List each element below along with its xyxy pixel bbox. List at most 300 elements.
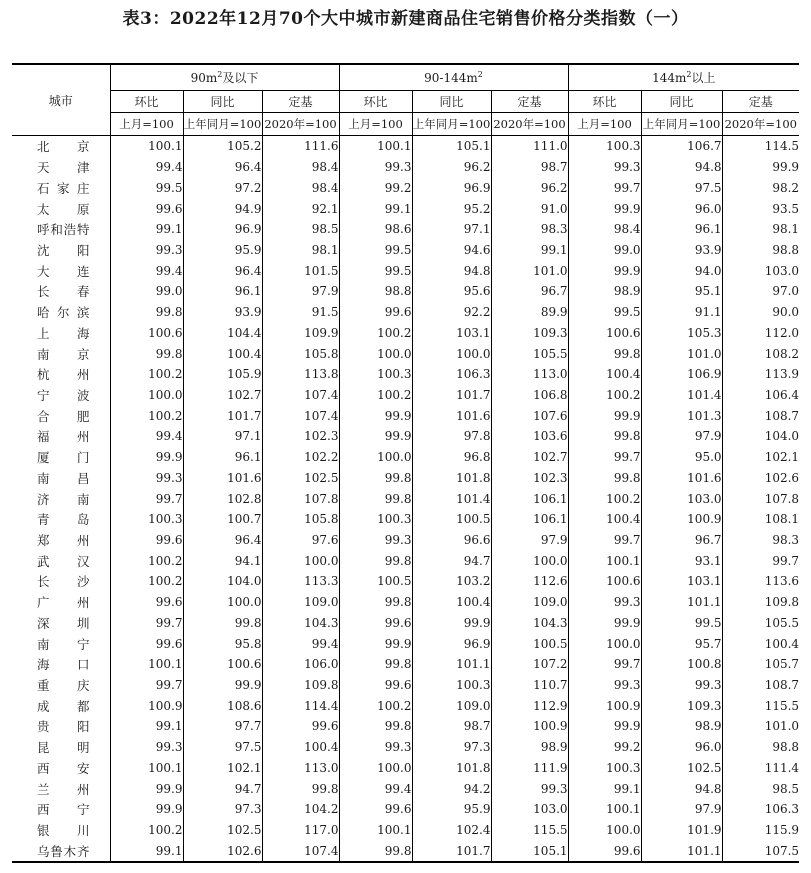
index-value: 99.9	[568, 260, 641, 281]
city-name	[12, 468, 110, 489]
index-value: 99.7	[568, 654, 641, 675]
index-value: 97.8	[412, 426, 491, 447]
city-name	[12, 509, 110, 530]
index-value: 104.3	[491, 613, 568, 634]
header-base: 上月=100	[339, 113, 412, 136]
index-value: 97.6	[262, 530, 339, 551]
index-value: 93.9	[183, 302, 262, 323]
index-value: 97.3	[183, 799, 262, 820]
index-value: 97.9	[262, 281, 339, 302]
city-label: 哈尔滨	[37, 305, 90, 321]
index-value: 107.8	[262, 488, 339, 509]
table-row	[12, 240, 799, 261]
index-value: 99.3	[339, 530, 412, 551]
header-group-144: $144m^2$以上	[568, 64, 799, 91]
index-value: 100.1	[339, 820, 412, 841]
table-row	[12, 281, 799, 302]
index-value: 96.9	[183, 219, 262, 240]
index-value: 98.4	[262, 177, 339, 198]
index-value: 99.8	[339, 840, 412, 862]
index-value: 94.7	[412, 550, 491, 571]
table-row	[12, 364, 799, 385]
header-base: 2020年=100	[491, 113, 568, 136]
table-row	[12, 177, 799, 198]
city-name	[12, 550, 110, 571]
index-value: 98.1	[722, 219, 799, 240]
table-row	[12, 343, 799, 364]
index-value: 94.8	[641, 157, 722, 178]
header-sub: 同比	[412, 91, 491, 113]
index-value: 99.3	[568, 675, 641, 696]
index-value: 99.2	[568, 737, 641, 758]
header-group-90: $90m^2$及以下	[110, 64, 339, 91]
index-value: 102.8	[183, 488, 262, 509]
city-name	[12, 654, 110, 675]
table-row	[12, 426, 799, 447]
index-value: 111.6	[262, 136, 339, 157]
index-value: 109.3	[491, 322, 568, 343]
city-name	[12, 385, 110, 406]
index-value: 99.6	[339, 675, 412, 696]
index-value: 95.2	[412, 198, 491, 219]
index-value: 95.6	[412, 281, 491, 302]
index-value: 103.0	[491, 799, 568, 820]
index-value: 100.1	[568, 799, 641, 820]
index-value: 105.5	[722, 613, 799, 634]
index-value: 100.5	[491, 633, 568, 654]
index-value: 99.3	[110, 737, 183, 758]
index-value: 96.9	[412, 633, 491, 654]
table-row	[12, 322, 799, 343]
table-row	[12, 758, 799, 779]
city-label: 天津	[37, 160, 90, 176]
table-row	[12, 799, 799, 820]
index-value: 99.9	[568, 405, 641, 426]
index-value: 99.3	[568, 157, 641, 178]
city-name	[12, 613, 110, 634]
index-value: 98.3	[722, 530, 799, 551]
index-value: 99.9	[339, 633, 412, 654]
index-value: 99.6	[339, 799, 412, 820]
index-value: 94.9	[183, 198, 262, 219]
index-value: 100.2	[110, 550, 183, 571]
index-value: 93.9	[641, 240, 722, 261]
city-name	[12, 488, 110, 509]
index-value: 94.0	[641, 260, 722, 281]
index-value: 99.5	[110, 177, 183, 198]
index-value: 100.4	[722, 633, 799, 654]
index-value: 104.3	[262, 613, 339, 634]
index-value: 99.3	[568, 592, 641, 613]
index-value: 111.0	[491, 136, 568, 157]
index-value: 100.3	[339, 509, 412, 530]
index-value: 106.7	[641, 136, 722, 157]
index-value: 99.6	[339, 613, 412, 634]
city-name	[12, 198, 110, 219]
index-value: 100.9	[641, 509, 722, 530]
index-value: 93.5	[722, 198, 799, 219]
index-value: 99.3	[339, 157, 412, 178]
index-value: 101.6	[183, 468, 262, 489]
index-value: 98.9	[641, 716, 722, 737]
index-value: 100.3	[568, 758, 641, 779]
index-value: 94.8	[412, 260, 491, 281]
index-value: 99.9	[110, 778, 183, 799]
header-base: 上月=100	[110, 113, 183, 136]
table-row	[12, 675, 799, 696]
index-value: 105.9	[183, 364, 262, 385]
index-value: 98.5	[722, 778, 799, 799]
index-value: 100.5	[412, 509, 491, 530]
index-value: 100.9	[491, 716, 568, 737]
index-value: 100.9	[568, 695, 641, 716]
index-value: 100.7	[183, 509, 262, 530]
index-value: 101.6	[641, 468, 722, 489]
index-value: 102.5	[641, 758, 722, 779]
index-value: 95.7	[641, 633, 722, 654]
header-sub: 同比	[641, 91, 722, 113]
index-value: 105.1	[491, 840, 568, 862]
header-base: 上月=100	[568, 113, 641, 136]
index-value: 99.0	[568, 240, 641, 261]
index-value: 112.0	[722, 322, 799, 343]
index-value: 100.1	[339, 136, 412, 157]
city-label: 青岛	[37, 512, 90, 528]
index-value: 109.3	[641, 695, 722, 716]
index-value: 94.1	[183, 550, 262, 571]
index-value: 99.7	[110, 675, 183, 696]
index-value: 107.5	[722, 840, 799, 862]
index-value: 99.1	[110, 219, 183, 240]
city-label: 兰州	[37, 781, 90, 797]
index-value: 101.3	[641, 405, 722, 426]
index-value: 105.3	[641, 322, 722, 343]
index-value: 101.9	[641, 820, 722, 841]
page-title: 表3：2022年12月70个大中城市新建商品住宅销售价格分类指数（一）	[122, 9, 689, 29]
index-value: 101.7	[412, 840, 491, 862]
index-value: 105.7	[722, 654, 799, 675]
index-value: 105.8	[262, 343, 339, 364]
index-value: 99.9	[568, 716, 641, 737]
index-value: 99.5	[339, 240, 412, 261]
index-value: 99.1	[568, 778, 641, 799]
table-body	[12, 136, 799, 863]
index-value: 99.8	[339, 488, 412, 509]
index-value: 102.7	[183, 385, 262, 406]
index-value: 102.2	[262, 447, 339, 468]
city-label: 武汉	[37, 553, 90, 569]
city-name	[12, 820, 110, 841]
index-value: 99.1	[491, 240, 568, 261]
index-value: 99.4	[262, 633, 339, 654]
city-label: 大连	[37, 263, 90, 279]
table-row	[12, 633, 799, 654]
table-row	[12, 509, 799, 530]
city-label: 杭州	[37, 367, 90, 383]
index-value: 99.6	[110, 633, 183, 654]
index-value: 100.6	[568, 322, 641, 343]
city-label: 宁波	[37, 387, 90, 403]
header-base: 2020年=100	[722, 113, 799, 136]
index-value: 98.7	[412, 716, 491, 737]
city-label: 合肥	[37, 408, 90, 424]
header-base: 上年同月=100	[183, 113, 262, 136]
header-base: 上年同月=100	[641, 113, 722, 136]
index-value: 100.2	[110, 820, 183, 841]
table-row	[12, 385, 799, 406]
index-value: 98.9	[568, 281, 641, 302]
index-value: 100.1	[110, 758, 183, 779]
index-value: 100.0	[339, 758, 412, 779]
index-value: 97.5	[641, 177, 722, 198]
city-label: 福州	[37, 429, 90, 445]
index-value: 99.6	[110, 198, 183, 219]
index-value: 102.5	[262, 468, 339, 489]
city-name	[12, 177, 110, 198]
city-label: 西安	[37, 760, 90, 776]
table-row	[12, 820, 799, 841]
index-value: 97.3	[412, 737, 491, 758]
index-value: 98.9	[491, 737, 568, 758]
index-value: 98.8	[722, 240, 799, 261]
index-value: 104.0	[722, 426, 799, 447]
index-value: 107.4	[262, 405, 339, 426]
index-value: 91.0	[491, 198, 568, 219]
index-value: 105.1	[412, 136, 491, 157]
index-value: 101.1	[641, 592, 722, 613]
index-value: 100.1	[568, 550, 641, 571]
index-value: 102.4	[412, 820, 491, 841]
city-name	[12, 840, 110, 862]
index-value: 99.6	[339, 302, 412, 323]
index-value: 100.5	[339, 571, 412, 592]
city-label: 济南	[37, 491, 90, 507]
city-name	[12, 447, 110, 468]
index-value: 105.2	[183, 136, 262, 157]
index-value: 100.4	[412, 592, 491, 613]
table-row	[12, 260, 799, 281]
index-value: 93.1	[641, 550, 722, 571]
index-value: 98.1	[262, 240, 339, 261]
index-value: 98.4	[262, 157, 339, 178]
index-value: 98.6	[339, 219, 412, 240]
index-value: 106.1	[491, 509, 568, 530]
table-row	[12, 571, 799, 592]
index-value: 102.6	[722, 468, 799, 489]
index-value: 99.8	[568, 468, 641, 489]
index-value: 96.7	[641, 530, 722, 551]
index-value: 94.2	[412, 778, 491, 799]
table-row	[12, 530, 799, 551]
city-name	[12, 364, 110, 385]
index-value: 99.4	[110, 260, 183, 281]
index-value: 103.0	[641, 488, 722, 509]
index-value: 103.1	[641, 571, 722, 592]
index-value: 101.1	[641, 840, 722, 862]
city-name	[12, 592, 110, 613]
index-value: 95.9	[183, 240, 262, 261]
index-value: 100.0	[110, 385, 183, 406]
index-value: 102.7	[491, 447, 568, 468]
index-value: 100.0	[412, 343, 491, 364]
header-sub: 环比	[110, 91, 183, 113]
index-value: 100.6	[183, 654, 262, 675]
index-value: 96.8	[412, 447, 491, 468]
table-row	[12, 737, 799, 758]
index-value: 92.1	[262, 198, 339, 219]
index-value: 107.2	[491, 654, 568, 675]
index-value: 100.2	[339, 385, 412, 406]
index-value: 101.8	[412, 468, 491, 489]
index-value: 99.7	[568, 530, 641, 551]
index-value: 96.2	[412, 157, 491, 178]
index-value: 99.1	[110, 840, 183, 862]
header-sub: 环比	[568, 91, 641, 113]
city-label: 南宁	[37, 636, 90, 652]
index-value: 104.2	[262, 799, 339, 820]
table-row	[12, 550, 799, 571]
index-value: 99.1	[110, 716, 183, 737]
index-value: 92.2	[412, 302, 491, 323]
index-value: 100.0	[183, 592, 262, 613]
index-value: 99.3	[110, 468, 183, 489]
index-value: 100.2	[568, 385, 641, 406]
city-label: 成都	[37, 698, 90, 714]
index-value: 96.4	[183, 260, 262, 281]
index-value: 107.6	[491, 405, 568, 426]
index-value: 101.7	[183, 405, 262, 426]
header-sub: 环比	[339, 91, 412, 113]
index-value: 100.0	[262, 550, 339, 571]
header-base: 2020年=100	[262, 113, 339, 136]
city-name	[12, 405, 110, 426]
index-value: 97.1	[412, 219, 491, 240]
header-city: 城市	[12, 64, 110, 136]
city-label: 银川	[37, 823, 90, 839]
index-value: 99.8	[183, 613, 262, 634]
index-value: 100.0	[339, 447, 412, 468]
index-value: 113.6	[722, 571, 799, 592]
table-row	[12, 405, 799, 426]
index-value: 99.8	[339, 716, 412, 737]
header-group-90-144: $90-144m^2$	[339, 64, 568, 91]
index-value: 99.6	[110, 592, 183, 613]
table-row	[12, 592, 799, 613]
index-value: 100.8	[641, 654, 722, 675]
table-row	[12, 488, 799, 509]
index-value: 100.9	[110, 695, 183, 716]
index-value: 102.1	[183, 758, 262, 779]
index-value: 114.4	[262, 695, 339, 716]
index-value: 99.8	[339, 654, 412, 675]
index-value: 99.9	[412, 613, 491, 634]
index-value: 98.8	[339, 281, 412, 302]
index-value: 99.7	[568, 177, 641, 198]
index-value: 100.3	[412, 675, 491, 696]
index-value: 109.0	[412, 695, 491, 716]
index-value: 99.9	[722, 157, 799, 178]
index-value: 100.4	[568, 364, 641, 385]
index-value: 99.8	[339, 468, 412, 489]
index-value: 113.9	[722, 364, 799, 385]
index-value: 99.3	[110, 240, 183, 261]
index-value: 100.2	[110, 405, 183, 426]
city-name	[12, 302, 110, 323]
table-row	[12, 447, 799, 468]
index-value: 111.4	[722, 758, 799, 779]
index-value: 100.4	[568, 509, 641, 530]
index-value: 106.3	[722, 799, 799, 820]
index-value: 94.8	[641, 778, 722, 799]
index-value: 101.8	[412, 758, 491, 779]
index-value: 99.4	[110, 157, 183, 178]
index-value: 99.4	[110, 426, 183, 447]
index-value: 95.0	[641, 447, 722, 468]
index-value: 94.7	[183, 778, 262, 799]
index-value: 102.6	[183, 840, 262, 862]
index-value: 115.5	[491, 820, 568, 841]
index-value: 99.5	[339, 260, 412, 281]
index-value: 101.6	[412, 405, 491, 426]
index-value: 98.5	[262, 219, 339, 240]
index-value: 96.7	[491, 281, 568, 302]
city-label: 贵阳	[37, 719, 90, 735]
index-value: 117.0	[262, 820, 339, 841]
index-value: 98.8	[722, 737, 799, 758]
city-label: 沈阳	[37, 242, 90, 258]
index-value: 99.6	[110, 530, 183, 551]
index-value: 101.1	[412, 654, 491, 675]
index-value: 106.3	[412, 364, 491, 385]
city-name	[12, 260, 110, 281]
index-value: 110.7	[491, 675, 568, 696]
index-value: 108.6	[183, 695, 262, 716]
index-value: 96.2	[491, 177, 568, 198]
city-name	[12, 281, 110, 302]
table-row	[12, 198, 799, 219]
index-value: 101.4	[412, 488, 491, 509]
index-value: 99.9	[110, 447, 183, 468]
index-value: 106.0	[262, 654, 339, 675]
table-row	[12, 302, 799, 323]
index-value: 98.2	[722, 177, 799, 198]
index-value: 103.2	[412, 571, 491, 592]
index-value: 107.8	[722, 488, 799, 509]
index-value: 99.3	[641, 675, 722, 696]
city-label: 深圳	[37, 615, 90, 631]
index-value: 97.5	[183, 737, 262, 758]
index-value: 98.3	[491, 219, 568, 240]
index-value: 108.7	[722, 675, 799, 696]
city-label: 厦门	[37, 450, 90, 466]
index-value: 96.1	[641, 219, 722, 240]
table-row	[12, 716, 799, 737]
city-label: 郑州	[37, 533, 90, 549]
index-value: 99.7	[110, 613, 183, 634]
index-value: 99.7	[568, 447, 641, 468]
index-value: 99.8	[339, 592, 412, 613]
index-value: 112.9	[491, 695, 568, 716]
index-value: 96.4	[183, 530, 262, 551]
index-value: 109.8	[722, 592, 799, 613]
index-value: 100.6	[568, 571, 641, 592]
index-value: 103.1	[412, 322, 491, 343]
city-name	[12, 157, 110, 178]
index-value: 99.5	[568, 302, 641, 323]
header-sub: 定基	[262, 91, 339, 113]
city-name	[12, 716, 110, 737]
index-value: 95.8	[183, 633, 262, 654]
